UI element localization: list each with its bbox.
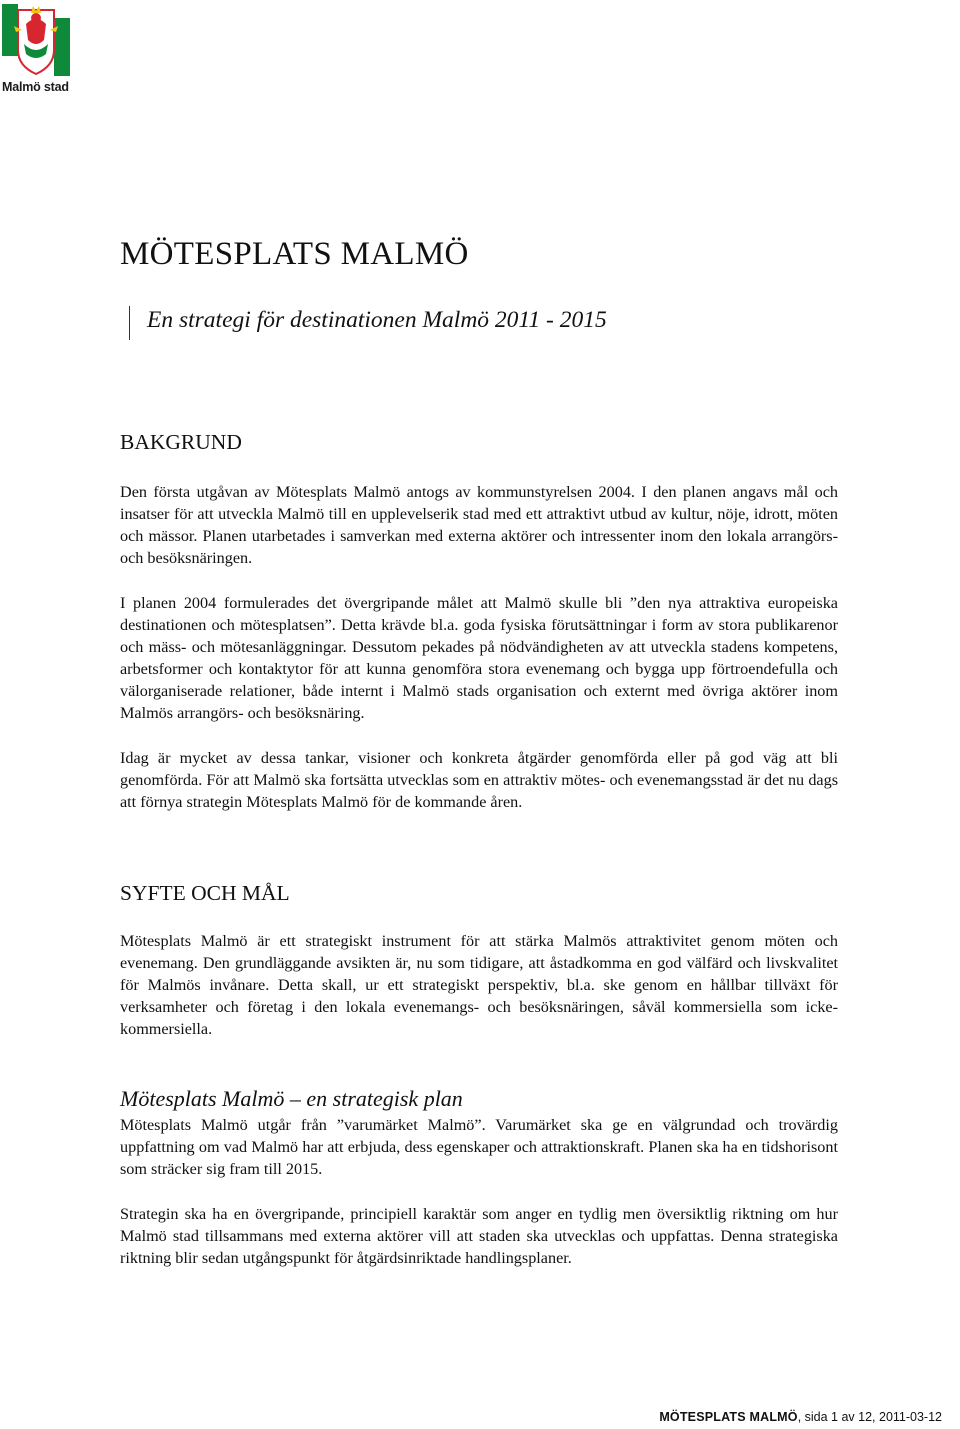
document-title: MÖTESPLATS MALMÖ	[120, 236, 469, 272]
section-heading-syfte: SYFTE OCH MÅL	[120, 881, 290, 905]
section-heading-strategisk-plan: Mötesplats Malmö – en strategisk plan	[120, 1086, 463, 1111]
coat-of-arms-icon	[0, 0, 72, 80]
paragraph-bakgrund-1: Den första utgåvan av Mötesplats Malmö antogs av kommunstyrelsen 2004. I den planen angavs mål och insatser för att utveckla Malmö till en upplevelserik stad med ett attraktivt utbud av kultur, nöje, idrott, möten och mässor. Planen utarbetades i samverkan med externa aktörer och intressenter inom den lokala arrangörs- och besöksnäringen.	[120, 483, 838, 567]
footer-page-info: , sida 1 av 12, 2011-03-12	[797, 1410, 942, 1424]
paragraph-syfte-1: Mötesplats Malmö är ett strategiskt instrument för att stärka Malmös attraktivitet genom möten och evenemang. Den grundläggande avsikten är, nu som tidigare, att åstadkomma en god välfärd och livskvalitet för Malmös invånare. Detta skall, ur ett strategiskt perspektiv, bl.a. ske genom en hållbar tillväxt för verksamheter och företag i den lokala evenemangs- och besöksnäringen, såväl kommersiella som icke-kommersiella.	[120, 932, 838, 1038]
section-heading-bakgrund: BAKGRUND	[120, 430, 242, 454]
subtitle-divider	[129, 306, 130, 340]
paragraph-bakgrund-3: Idag är mycket av dessa tankar, visioner och konkreta åtgärder genomförda eller på god väg att bli genomförda. För att Malmö ska fortsätta utvecklas som en attraktiv mötes- och evenemangsstad är det nu dags att förnya strategin Mötesplats Malmö för de kommande åren.	[120, 749, 838, 811]
malmo-stad-logo	[0, 0, 80, 100]
logo-text: Malmö stad	[2, 80, 69, 94]
paragraph-bakgrund-2: I planen 2004 formulerades det övergripande målet att Malmö skulle bli ”den nya attraktiva europeiska destinationen och mötesplatsen”. Detta krävde bl.a. goda fysiska förutsättningar i form av stora publikarenor och mäss- och mötesanläggningar. Dessutom pekades på nödvändigheten av att utveckla stadens kompetens, arbetsformer och kontaktytor för att kunna genomföra stora evenemang och bygga upp förtroendefulla och välorganiserade relationer, både internt i Malmö stads organisation och externt med övriga aktörer inom Malmös arrangörs- och besöksnäring.	[120, 594, 838, 722]
page-footer	[659, 1410, 942, 1424]
footer-brand: MÖTESPLATS MALMÖ	[659, 1410, 798, 1424]
paragraph-strategisk-1: Mötesplats Malmö utgår från ”varumärket Malmö”. Varumärket ska ge en välgrundad och trovärdig uppfattning om vad Malmö har att erbjuda, dess egenskaper och attraktionskraft. Planen ska ha en tidshorisont som sträcker sig fram till 2015.	[120, 1116, 838, 1178]
paragraph-strategisk-2: Strategin ska ha en övergripande, principiell karaktär som anger en tydlig men översiktlig riktning om hur Malmö stad tillsammans med externa aktörer vill att staden ska utvecklas och uppfattas. Denna strategiska riktning blir sedan utgångspunkt för åtgärdsinriktade handlingsplaner.	[120, 1205, 838, 1267]
document-subtitle: En strategi för destinationen Malmö 2011 - 2015	[147, 307, 607, 333]
